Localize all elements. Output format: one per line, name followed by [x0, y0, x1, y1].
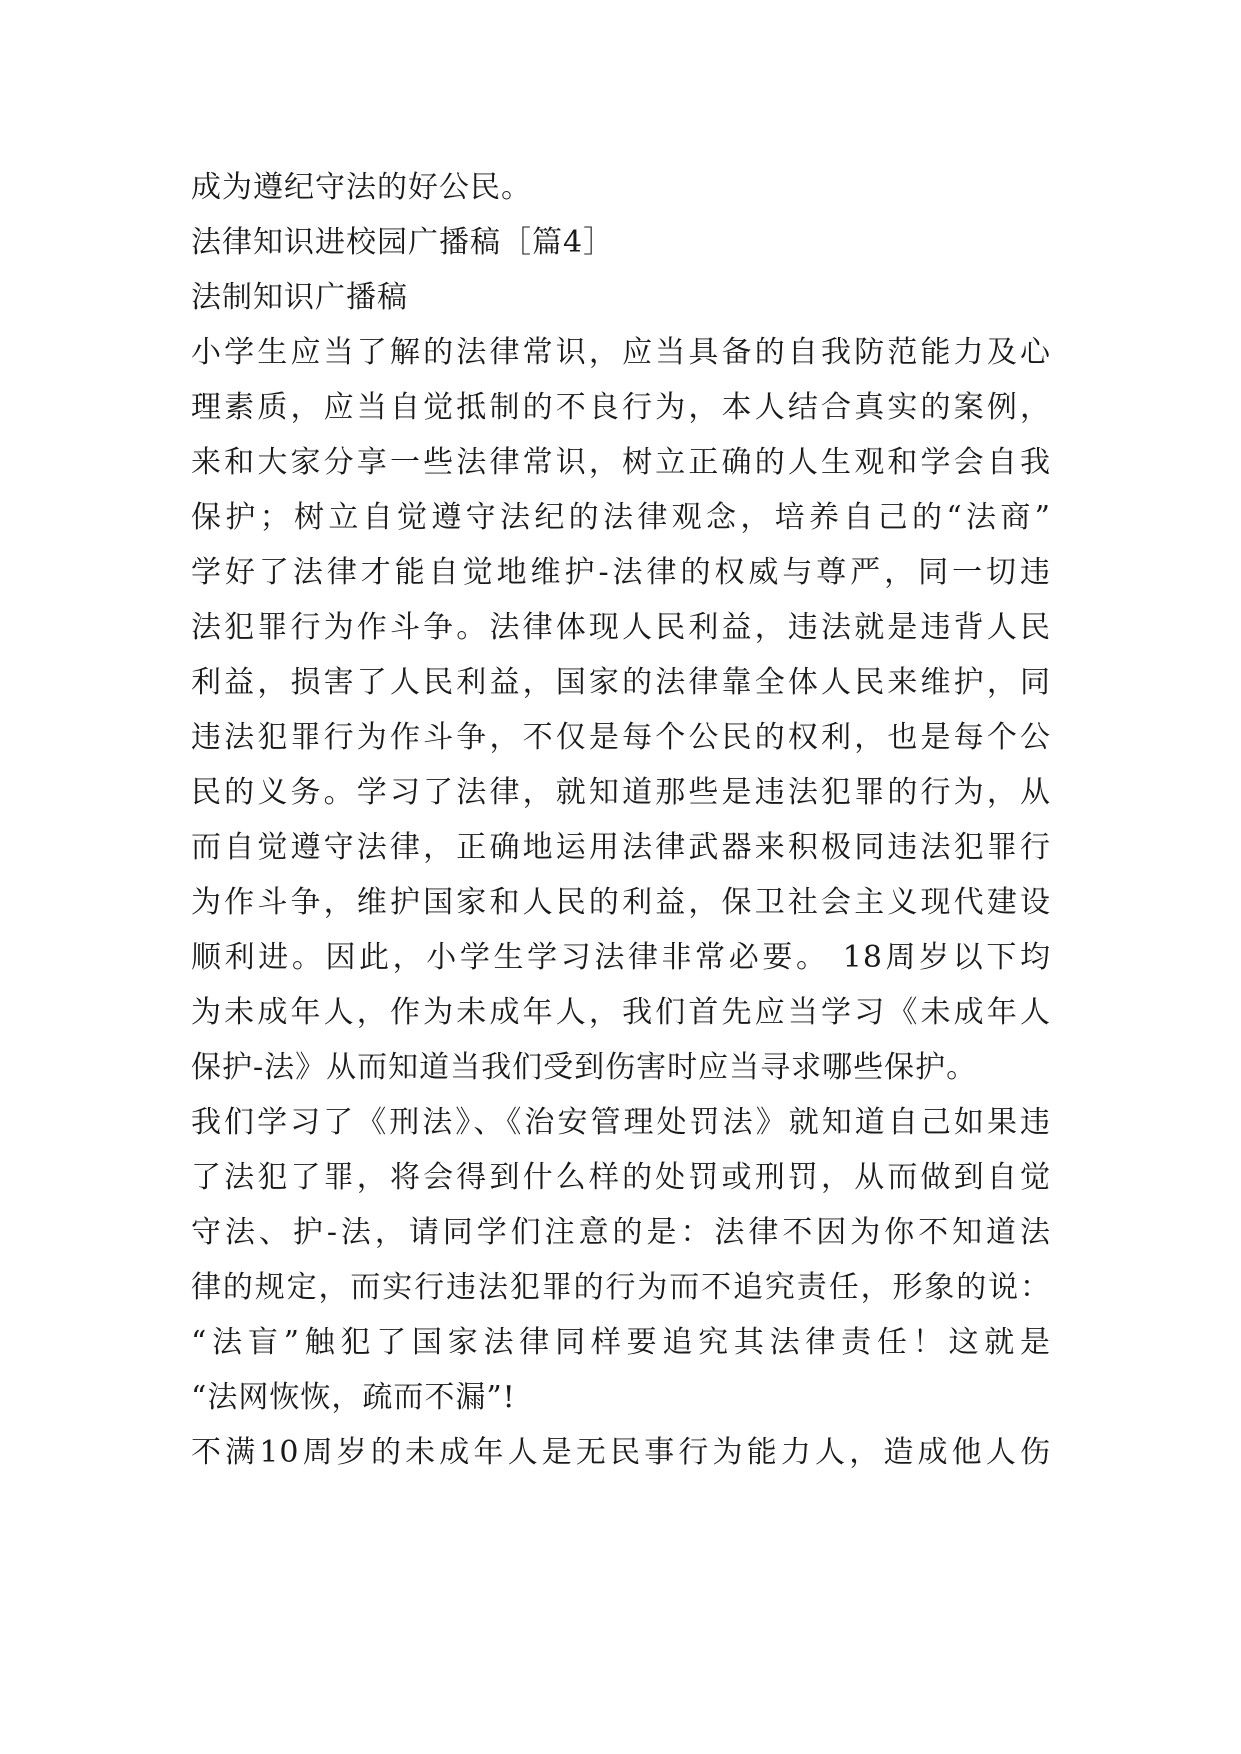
- text-line: 利益，损害了人民利益，国家的法律靠全体人民来维护，同: [191, 665, 1051, 700]
- text-line: “法盲”触犯了国家法律同样要追究其法律责任！这就是: [191, 1325, 1051, 1360]
- subtitle: 法制知识广播稿: [191, 280, 408, 315]
- text-line: 来和大家分享一些法律常识，树立正确的人生观和学会自我: [191, 445, 1051, 480]
- text-line: 为未成年人，作为未成年人，我们首先应当学习《未成年人: [191, 995, 1051, 1030]
- text-line: 成为遵纪守法的好公民。: [191, 170, 532, 205]
- text-line: 为作斗争，维护国家和人民的利益，保卫社会主义现代建设: [191, 885, 1051, 920]
- text-line: 守法、护-法，请同学们注意的是：法律不因为你不知道法: [191, 1215, 1051, 1250]
- section-title: 法律知识进校园广播稿［篇4］: [191, 225, 615, 260]
- text-line: “法网恢恢，疏而不漏”!: [191, 1380, 516, 1415]
- text-line: 顺利进。因此，小学生学习法律非常必要。 18周岁以下均: [191, 940, 1051, 975]
- text-line: 小学生应当了解的法律常识，应当具备的自我防范能力及心: [191, 335, 1051, 370]
- text-line: 而自觉遵守法律，正确地运用法律武器来积极同违法犯罪行: [191, 830, 1051, 865]
- text-line: 保护-法》从而知道当我们受到伤害时应当寻求哪些保护。: [191, 1050, 978, 1085]
- text-line: 违法犯罪行为作斗争，不仅是每个公民的权利，也是每个公: [191, 720, 1051, 755]
- text-line: 保护；树立自觉遵守法纪的法律观念，培养自己的“法商”: [191, 500, 1051, 535]
- text-line: 法犯罪行为作斗争。法律体现人民利益，违法就是违背人民: [191, 610, 1051, 645]
- text-line: 理素质，应当自觉抵制的不良行为，本人结合真实的案例，: [191, 390, 1051, 425]
- text-line: 我们学习了《刑法》、《治安管理处罚法》就知道自己如果违: [191, 1105, 1051, 1140]
- text-line: 学好了法律才能自觉地维护-法律的权威与尊严，同一切违: [191, 555, 1051, 590]
- text-line: 不满10周岁的未成年人是无民事行为能力人，造成他人伤: [191, 1435, 1051, 1470]
- text-line: 了法犯了罪，将会得到什么样的处罚或刑罚，从而做到自觉: [191, 1160, 1051, 1195]
- text-line: 律的规定，而实行违法犯罪的行为而不追究责任，形象的说：: [191, 1270, 1051, 1305]
- text-line: 民的义务。学习了法律，就知道那些是违法犯罪的行为，从: [191, 775, 1051, 810]
